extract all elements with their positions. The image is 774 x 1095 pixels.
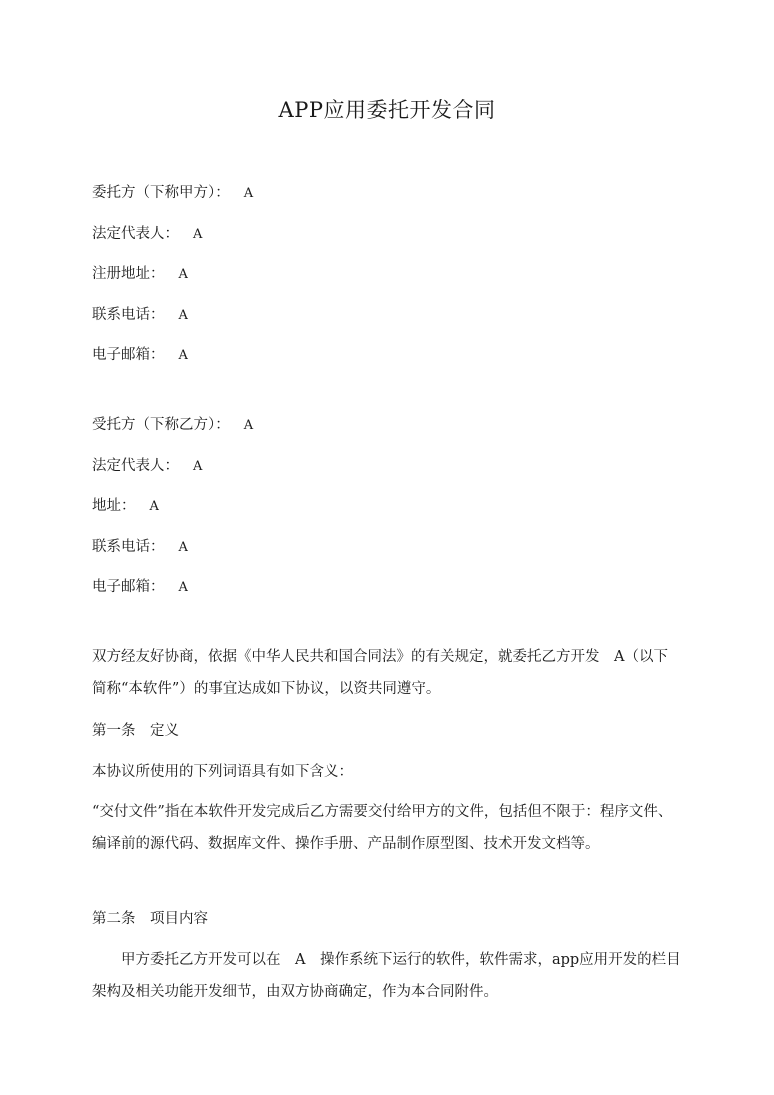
party-a-legal-rep-label: 法定代表人： xyxy=(92,226,179,242)
party-a-heading-label: 委托方（下称甲方）： xyxy=(92,185,230,201)
party-a-email-value: A xyxy=(178,348,188,363)
party-a-phone xyxy=(92,305,188,326)
party-b-email xyxy=(92,577,188,598)
party-b-phone-label: 联系电话： xyxy=(92,539,165,555)
party-b-phone-value: A xyxy=(178,540,188,555)
party-a-address-value: A xyxy=(178,267,188,282)
party-b-legal-rep xyxy=(92,456,202,477)
party-b-heading-label: 受托方（下称乙方）： xyxy=(92,417,230,433)
party-b-heading-value: A xyxy=(243,418,254,433)
party-a-heading-value: A xyxy=(243,186,254,201)
party-b-phone xyxy=(92,537,188,558)
party-b-email-label: 电子邮箱： xyxy=(92,579,165,595)
party-a-email-label: 电子邮箱： xyxy=(92,347,165,363)
page-title: APP应用委托开发合同 xyxy=(278,98,496,122)
preamble-paragraph: 双方经友好协商，依据《中华人民共和国合同法》的有关规定，就委托乙方开发 A（以下简称“本软件”）的事宜达成如下协议，以资共同遵守。 xyxy=(92,649,668,697)
party-b-address xyxy=(92,496,159,517)
party-a-legal-rep xyxy=(92,224,202,245)
party-b-legal-rep-label: 法定代表人： xyxy=(92,458,179,474)
party-b-legal-rep-value: A xyxy=(193,459,203,474)
party-b-address-value: A xyxy=(149,499,159,514)
party-a-legal-rep-value: A xyxy=(193,227,203,242)
party-b-email-value: A xyxy=(178,580,188,595)
article-1-definition: “交付文件”指在本软件开发完成后乙方需要交付给甲方的文件，包括但不限于：程序文件、编译前的源代码、数据库文件、操作手册、产品制作原型图、技术开发文档等。 xyxy=(92,804,673,852)
party-a-heading xyxy=(92,183,253,204)
article-2-heading: 第二条 项目内容 xyxy=(92,911,208,927)
party-a-email xyxy=(92,345,188,366)
article-1-intro: 本协议所使用的下列词语具有如下含义： xyxy=(92,764,353,780)
article-2-body: 甲方委托乙方开发可以在 A 操作系统下运行的软件，软件需求，app应用开发的栏目架构及相关功能开发细节，由双方协商确定，作为本合同附件。 xyxy=(92,952,681,1000)
party-a-phone-label: 联系电话： xyxy=(92,307,165,323)
party-b-heading xyxy=(92,415,253,436)
party-a-address-label: 注册地址： xyxy=(92,266,165,282)
party-a-phone-value: A xyxy=(178,308,188,323)
party-b-address-label: 地址： xyxy=(92,498,136,514)
party-a-address xyxy=(92,264,188,285)
article-1-heading: 第一条 定义 xyxy=(92,723,179,739)
